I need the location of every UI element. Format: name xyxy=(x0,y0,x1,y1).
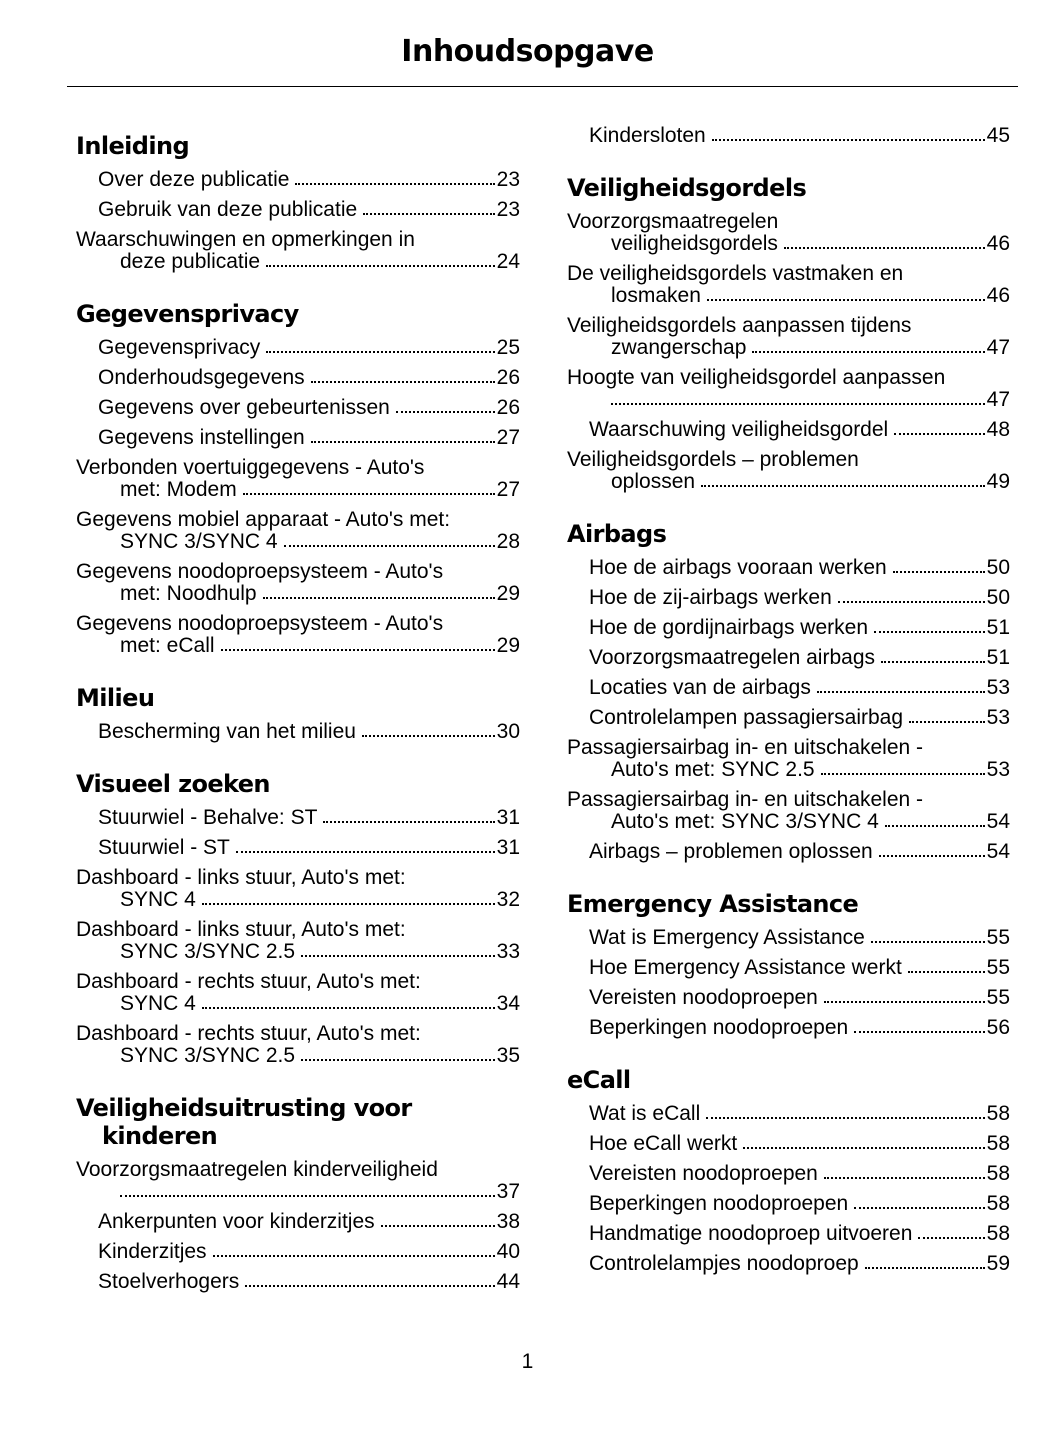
toc-entry-label: SYNC 4 xyxy=(120,992,196,1015)
toc-entry-label: Vereisten noodoproepen xyxy=(589,1162,818,1185)
toc-entry-label: Onderhoudsgegevens xyxy=(98,366,305,389)
toc-entry-page: 54 xyxy=(986,810,1010,833)
toc-section-visueel-zoeken xyxy=(76,770,520,1071)
toc-section-inleiding xyxy=(76,132,520,277)
toc-entry[interactable] xyxy=(567,733,1010,785)
toc-entry-page: 23 xyxy=(496,168,520,191)
toc-entry-label: Airbags – problemen oplossen xyxy=(589,840,873,863)
toc-entry[interactable] xyxy=(76,1207,520,1237)
toc-entry-label: Ankerpunten voor kinderzitjes xyxy=(98,1210,375,1233)
toc-entry[interactable] xyxy=(567,613,1010,643)
dot-leader xyxy=(881,661,985,663)
dot-leader xyxy=(894,433,984,435)
toc-entry-label: Gegevens mobiel apparaat - Auto's met: xyxy=(76,508,451,531)
toc-entry-label: Stoelverhogers xyxy=(98,1270,240,1293)
toc-entry[interactable] xyxy=(76,363,520,393)
toc-entry[interactable] xyxy=(76,863,520,915)
section-heading: Inleiding xyxy=(76,132,190,160)
toc-entry-label: losmaken xyxy=(611,284,701,307)
toc-entry-label: Voorzorgsmaatregelen kinderveiligheid xyxy=(76,1158,438,1181)
toc-entry-label: deze publicatie xyxy=(120,250,261,273)
toc-entry-page: 31 xyxy=(496,836,520,859)
toc-entry-label: Wat is Emergency Assistance xyxy=(589,926,865,949)
toc-entry-page: 28 xyxy=(496,530,520,553)
toc-entry-label: Handmatige noodoproep uitvoeren xyxy=(589,1222,913,1245)
toc-entry-page: 49 xyxy=(986,470,1010,493)
dot-leader xyxy=(236,851,495,853)
toc-entry-label: Vereisten noodoproepen xyxy=(589,986,818,1009)
section-heading: Milieu xyxy=(76,684,155,712)
dot-leader xyxy=(311,441,495,443)
toc-entry[interactable] xyxy=(76,505,520,557)
toc-entry-label: Hoe Emergency Assistance werkt xyxy=(589,956,902,979)
toc-entry[interactable] xyxy=(567,415,1010,445)
toc-entry-label: Hoe de airbags vooraan werken xyxy=(589,556,887,579)
dot-leader xyxy=(120,1195,495,1197)
toc-entry[interactable] xyxy=(567,553,1010,583)
toc-entry[interactable] xyxy=(567,1129,1010,1159)
toc-entry[interactable] xyxy=(567,583,1010,613)
toc-entry[interactable] xyxy=(76,453,520,505)
dot-leader xyxy=(611,403,985,405)
toc-entry-label: Gegevens noodoproepsysteem - Auto's xyxy=(76,560,444,583)
toc-entry-label: Bescherming van het milieu xyxy=(98,720,356,743)
toc-entry[interactable] xyxy=(76,195,520,225)
toc-entry-page: 29 xyxy=(496,634,520,657)
toc-entry[interactable] xyxy=(567,703,1010,733)
dot-leader xyxy=(821,773,985,775)
dot-leader xyxy=(817,691,985,693)
toc-entry[interactable] xyxy=(567,259,1010,311)
toc-entry-label: met: eCall xyxy=(120,634,215,657)
toc-entry-label: Dashboard - rechts stuur, Auto's met: xyxy=(76,970,421,993)
toc-entry[interactable] xyxy=(76,717,520,747)
dot-leader xyxy=(381,1225,495,1227)
dot-leader xyxy=(245,1285,494,1287)
toc-entry[interactable] xyxy=(76,557,520,609)
dot-leader xyxy=(301,955,495,957)
toc-entry-label: SYNC 4 xyxy=(120,888,196,911)
dot-leader xyxy=(266,265,495,267)
toc-entry-label: Stuurwiel - Behalve: ST xyxy=(98,806,318,829)
toc-entry[interactable] xyxy=(567,1099,1010,1129)
toc-entry[interactable] xyxy=(76,393,520,423)
dot-leader xyxy=(263,597,495,599)
dot-leader xyxy=(712,139,985,141)
toc-entry-label: Auto's met: SYNC 3/SYNC 4 xyxy=(611,810,879,833)
toc-entry-label: Waarschuwingen en opmerkingen in xyxy=(76,228,415,251)
toc-entry-page: 51 xyxy=(986,616,1010,639)
toc-entry-label: Locaties van de airbags xyxy=(589,676,811,699)
toc-entry-page: 55 xyxy=(986,956,1010,979)
toc-entry-page: 38 xyxy=(496,1210,520,1233)
section-heading: eCall xyxy=(567,1066,631,1094)
toc-entry-label: Gegevensprivacy xyxy=(98,336,261,359)
toc-entry[interactable] xyxy=(76,423,520,453)
toc-entry[interactable] xyxy=(567,643,1010,673)
toc-entry-label: Hoogte van veiligheidsgordel aanpassen xyxy=(567,366,946,389)
toc-entry[interactable] xyxy=(567,785,1010,837)
toc-entry-label: Auto's met: SYNC 2.5 xyxy=(611,758,815,781)
toc-entry-label: Waarschuwing veiligheidsgordel xyxy=(589,418,889,441)
dot-leader xyxy=(706,1117,984,1119)
toc-entry-page: 50 xyxy=(986,586,1010,609)
toc-entry[interactable] xyxy=(567,311,1010,363)
section-heading: Emergency Assistance xyxy=(567,890,859,918)
toc-section-veiligheidsgordels xyxy=(567,174,1010,497)
toc-entry[interactable] xyxy=(76,1267,520,1297)
toc-section-milieu xyxy=(76,684,520,747)
toc-entry[interactable] xyxy=(567,673,1010,703)
page-number: 1 xyxy=(521,1350,534,1373)
toc-entry-label: Gegevens instellingen xyxy=(98,426,305,449)
toc-entry-page: 26 xyxy=(496,366,520,389)
toc-entry-page: 51 xyxy=(986,646,1010,669)
dot-leader xyxy=(885,825,985,827)
toc-entry-label: zwangerschap xyxy=(611,336,747,359)
dot-leader xyxy=(266,351,494,353)
toc-entry-page: 48 xyxy=(986,418,1010,441)
dot-leader xyxy=(311,381,495,383)
toc-entry-page: 58 xyxy=(986,1132,1010,1155)
dot-leader xyxy=(893,571,985,573)
dot-leader xyxy=(871,941,985,943)
section-heading: Gegevensprivacy xyxy=(76,300,299,328)
dot-leader xyxy=(295,183,494,185)
toc-entry-label: Controlelampen passagiersairbag xyxy=(589,706,904,729)
toc-entry-page: 26 xyxy=(496,396,520,419)
toc-entry-label: De veiligheidsgordels vastmaken en xyxy=(567,262,904,285)
toc-entry-label: oplossen xyxy=(611,470,696,493)
title-divider xyxy=(67,86,1018,87)
toc-entry-page: 34 xyxy=(496,992,520,1015)
toc-entry[interactable] xyxy=(76,609,520,661)
toc-entry-label: Passagiersairbag in- en uitschakelen - xyxy=(567,788,924,811)
toc-entry-label: Dashboard - rechts stuur, Auto's met: xyxy=(76,1022,421,1045)
dot-leader xyxy=(396,411,495,413)
toc-entry-page: 58 xyxy=(986,1222,1010,1245)
toc-entry-label: Dashboard - links stuur, Auto's met: xyxy=(76,918,406,941)
toc-entry[interactable] xyxy=(76,967,520,1019)
toc-entry-label: Veiligheidsgordels aanpassen tijdens xyxy=(567,314,912,337)
toc-section-emergency-assistance xyxy=(567,890,1010,1043)
toc-entry-label: Dashboard - links stuur, Auto's met: xyxy=(76,866,406,889)
toc-entry-page: 33 xyxy=(496,940,520,963)
toc-entry-label: met: Modem xyxy=(120,478,237,501)
toc-entry-label: Voorzorgsmaatregelen xyxy=(567,210,779,233)
toc-entry-label: Hoe eCall werkt xyxy=(589,1132,738,1155)
toc-entry-page: 58 xyxy=(986,1192,1010,1215)
toc-continued-entries xyxy=(567,121,1010,151)
toc-entry[interactable] xyxy=(567,1013,1010,1043)
section-heading: Visueel zoeken xyxy=(76,770,270,798)
toc-entry-page: 53 xyxy=(986,758,1010,781)
toc-entry-label: Wat is eCall xyxy=(589,1102,701,1125)
toc-entry[interactable] xyxy=(567,837,1010,867)
toc-entry-label: SYNC 3/SYNC 4 xyxy=(120,530,278,553)
toc-entry[interactable] xyxy=(567,363,1010,415)
toc-entry-page: 56 xyxy=(986,1016,1010,1039)
toc-entry-page: 31 xyxy=(496,806,520,829)
dot-leader xyxy=(362,735,495,737)
toc-entry-label: Beperkingen noodoproepen xyxy=(589,1016,849,1039)
dot-leader xyxy=(784,247,985,249)
toc-entry[interactable] xyxy=(567,953,1010,983)
page-title: Inhoudsopgave xyxy=(401,34,654,69)
toc-entry[interactable] xyxy=(567,1249,1010,1279)
toc-entry-page: 53 xyxy=(986,706,1010,729)
toc-entry[interactable] xyxy=(567,983,1010,1013)
toc-right-column xyxy=(567,124,1010,1302)
toc-entry[interactable] xyxy=(567,923,1010,953)
toc-entry[interactable] xyxy=(567,1189,1010,1219)
toc-entry-label: Kinderzitjes xyxy=(98,1240,207,1263)
toc-entry-page: 45 xyxy=(986,124,1010,147)
dot-leader xyxy=(874,631,985,633)
dot-leader xyxy=(824,1177,985,1179)
toc-entry-label: Veiligheidsgordels – problemen xyxy=(567,448,859,471)
dot-leader xyxy=(752,351,984,353)
toc-entry-page: 32 xyxy=(496,888,520,911)
dot-leader xyxy=(202,1007,495,1009)
toc-entry[interactable] xyxy=(76,165,520,195)
toc-entry-page: 35 xyxy=(496,1044,520,1067)
toc-entry-page: 29 xyxy=(496,582,520,605)
toc-entry[interactable] xyxy=(76,803,520,833)
toc-entry[interactable] xyxy=(76,1237,520,1267)
dot-leader xyxy=(854,1031,984,1033)
toc-entry-page: 37 xyxy=(496,1180,520,1203)
toc-entry-page: 24 xyxy=(496,250,520,273)
toc-entry[interactable] xyxy=(567,1159,1010,1189)
dot-leader xyxy=(243,493,495,495)
toc-entry-page: 40 xyxy=(496,1240,520,1263)
toc-entry-label: Gebruik van deze publicatie xyxy=(98,198,358,221)
toc-entry[interactable] xyxy=(567,207,1010,259)
toc-entry-label: Voorzorgsmaatregelen airbags xyxy=(589,646,876,669)
toc-entry-page: 44 xyxy=(496,1270,520,1293)
toc-entry-label: veiligheidsgordels xyxy=(611,232,778,255)
toc-entry-page: 25 xyxy=(496,336,520,359)
dot-leader xyxy=(701,485,985,487)
section-heading: Veiligheidsuitrusting voor kinderen xyxy=(76,1094,412,1150)
toc-section-ecall xyxy=(567,1066,1010,1279)
toc-entry[interactable] xyxy=(76,333,520,363)
toc-entry-page: 47 xyxy=(986,336,1010,359)
dot-leader xyxy=(221,649,495,651)
dot-leader xyxy=(909,721,985,723)
toc-entry[interactable] xyxy=(76,1155,520,1207)
toc-entry[interactable] xyxy=(567,121,1010,151)
dot-leader xyxy=(284,545,495,547)
toc-section-airbags xyxy=(567,520,1010,867)
section-heading: Airbags xyxy=(567,520,667,548)
toc-entry-label: Beperkingen noodoproepen xyxy=(589,1192,849,1215)
toc-entry[interactable] xyxy=(567,1219,1010,1249)
toc-entry[interactable] xyxy=(567,445,1010,497)
toc-entry-page: 54 xyxy=(986,840,1010,863)
dot-leader xyxy=(918,1237,984,1239)
toc-entry-label: Verbonden voertuiggegevens - Auto's xyxy=(76,456,425,479)
dot-leader xyxy=(838,601,985,603)
dot-leader xyxy=(879,855,985,857)
toc-entry[interactable] xyxy=(76,1019,520,1071)
dot-leader xyxy=(707,299,985,301)
toc-entry-label: Kindersloten xyxy=(589,124,706,147)
dot-leader xyxy=(213,1255,495,1257)
toc-entry-label: Gegevens over gebeurtenissen xyxy=(98,396,390,419)
toc-entry-page: 55 xyxy=(986,986,1010,1009)
toc-entry-label: Passagiersairbag in- en uitschakelen - xyxy=(567,736,924,759)
toc-section-veiligheidsuitrusting-voor-kinderen xyxy=(76,1094,520,1297)
toc-entry-label: Hoe de gordijnairbags werken xyxy=(589,616,868,639)
toc-entry-label: met: Noodhulp xyxy=(120,582,257,605)
toc-entry-page: 47 xyxy=(986,388,1010,411)
toc-entry-page: 27 xyxy=(496,426,520,449)
toc-entry-page: 59 xyxy=(986,1252,1010,1275)
toc-entry-page: 30 xyxy=(496,720,520,743)
toc-entry-label: SYNC 3/SYNC 2.5 xyxy=(120,1044,296,1067)
dot-leader xyxy=(323,821,494,823)
toc-entry-page: 58 xyxy=(986,1102,1010,1125)
toc-entry[interactable] xyxy=(76,225,520,277)
toc-entry-page: 58 xyxy=(986,1162,1010,1185)
toc-entry-page: 46 xyxy=(986,232,1010,255)
dot-leader xyxy=(363,213,494,215)
toc-entry-page: 55 xyxy=(986,926,1010,949)
section-heading: Veiligheidsgordels xyxy=(567,174,807,202)
toc-entry-label: Stuurwiel - ST xyxy=(98,836,230,859)
dot-leader xyxy=(854,1207,984,1209)
toc-entry[interactable] xyxy=(76,833,520,863)
dot-leader xyxy=(908,971,985,973)
toc-entry-page: 46 xyxy=(986,284,1010,307)
toc-left-column xyxy=(76,129,520,1320)
toc-entry-page: 27 xyxy=(496,478,520,501)
toc-entry-page: 50 xyxy=(986,556,1010,579)
toc-entry-label: Hoe de zij-airbags werken xyxy=(589,586,832,609)
toc-section-gegevensprivacy xyxy=(76,300,520,661)
dot-leader xyxy=(202,903,495,905)
toc-entry-label: Over deze publicatie xyxy=(98,168,290,191)
dot-leader xyxy=(743,1147,984,1149)
dot-leader xyxy=(865,1267,985,1269)
toc-entry-label: SYNC 3/SYNC 2.5 xyxy=(120,940,296,963)
toc-entry-label: Gegevens noodoproepsysteem - Auto's xyxy=(76,612,444,635)
dot-leader xyxy=(824,1001,985,1003)
toc-entry-page: 53 xyxy=(986,676,1010,699)
toc-entry-label: Controlelampjes noodoproep xyxy=(589,1252,859,1275)
toc-entry-page: 23 xyxy=(496,198,520,221)
dot-leader xyxy=(301,1059,495,1061)
toc-entry[interactable] xyxy=(76,915,520,967)
